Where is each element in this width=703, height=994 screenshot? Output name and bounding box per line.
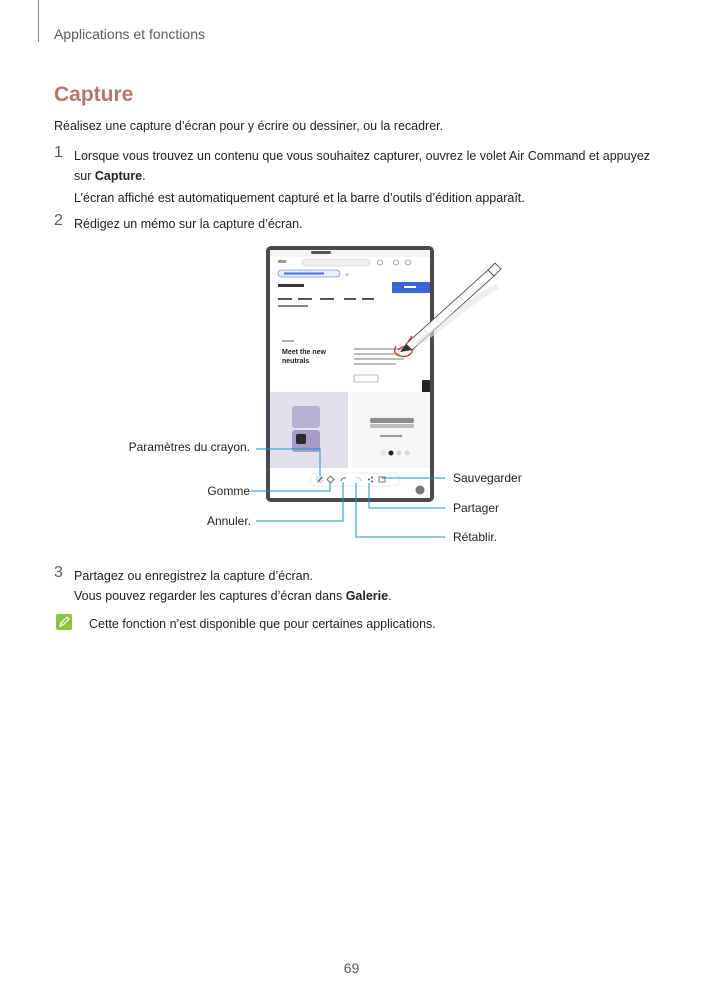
step-3-text: Partagez ou enregistrez la capture d’écran. [74,569,314,583]
callout-eraser: Gomme [207,484,250,498]
step-3-detail [74,586,392,606]
step-1-text-a: Lorsque vous trouvez un contenu que vous souhaitez capturer, ouvrez le volet Air Command et appuyez [74,149,651,163]
step-2-text: Rédigez un mémo sur la capture d’écran. [74,217,303,231]
step-1-capture-label: Capture [94,169,143,183]
intro-text: Réalisez une capture d’écran pour y écrire ou dessiner, ou la recadrer. [54,119,444,133]
web-heading-line1: Meet the new [282,349,326,356]
callout-share: Partager [453,501,500,515]
web-heading-line2: neutrals [282,358,310,365]
note-icon [56,614,72,630]
section-title: Capture [54,83,134,106]
callout-save: Sauvegarder [453,471,522,485]
running-header: Applications et fonctions [54,26,205,42]
callout-redo: Rétablir. [453,530,498,544]
step-1-number: 1 [54,144,63,161]
svg-text:+: + [345,272,350,279]
step-1-text-b-pre: sur [74,169,95,183]
step-3-number: 3 [54,564,63,581]
note-text: Cette fonction n’est disponible que pour certaines applications. [89,617,436,631]
callout-undo: Annuler. [206,514,251,528]
step-3-detail-post: . [388,589,392,603]
step-1-text-b-post: . [142,169,146,183]
gallery-label: Galerie [345,589,389,603]
callout-pen-settings: Paramètres du crayon. [128,440,250,454]
page-number: 69 [343,960,360,976]
step-1-detail: L’écran affiché est automatiquement capturé et la barre d’outils d’édition apparaît. [74,191,525,205]
share-icon [368,479,370,481]
step-3-detail-pre: Vous pouvez regarder les captures d’écran dans [74,589,346,603]
step-2-number: 2 [54,212,63,229]
